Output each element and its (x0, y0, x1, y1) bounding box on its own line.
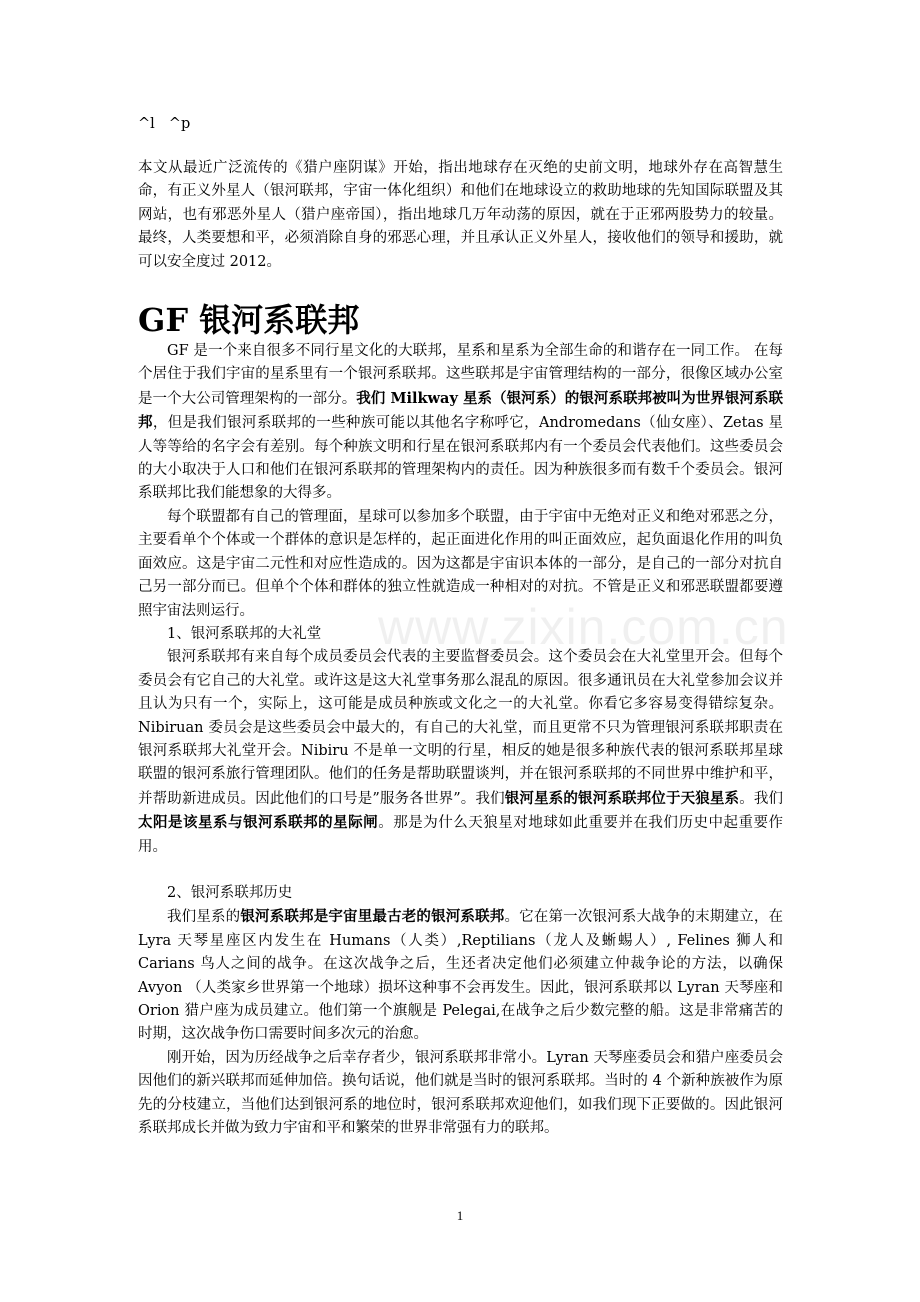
abstract-paragraph: 本文从最近广泛流传的《猎户座阴谋》开始，指出地球存在灭绝的史前文明，地球外存在高智慧生命，有正义外星人（银河联邦，宇宙一体化组织）和他们在地球设立的救助地球的先知国际联盟及其网站，也有邪恶外星人（猎户座帝国），指出地球几万年动荡的原因，就在于正邪两股势力的较量。最终，人类要想和平，必须消除自身的邪恶心理，并且承认正义外星人，接收他们的领导和援助，就可以安全度过 2012。 (138, 160, 783, 270)
bold-phrase: 银河星系的银河系联邦位于天狼星系 (504, 789, 740, 807)
paragraph-2: 每个联盟都有自己的管理面，星球可以参加多个联盟，由于宇宙中无绝对正义和绝对邪恶之分，主要看单个个体或一个群体的意识是怎样的，起正面进化作用的叫正面效应，起负面退化作用的叫负面效应。这是宇宙二元性和对应性造成的。因为这都是宇宙识本体的一部分，是自己的一部分对抗自己另一部分而已。但单个个体和群体的独立性就造成一种相对的对抗。不管是正义和邪恶联盟都要遵照宇宙法则运行。 (138, 508, 783, 619)
marker-l: ^l (138, 116, 155, 132)
section-heading: GF 银河系联邦 (138, 301, 360, 340)
subheading-grand-hall: 1、银河系联邦的大礼堂 (167, 625, 322, 642)
format-marker (138, 113, 783, 137)
watermark: www.zixin.com.cn (378, 599, 789, 655)
page-number: 1 (456, 1208, 464, 1223)
marker-p: ^p (168, 116, 191, 132)
bold-phrase: 银河系联邦是宇宙里最古老的银河系联邦 (240, 908, 505, 926)
bold-phrase: 我们 Milkway 星系（银河系）的银河系联邦被叫为世界银河系联邦 (138, 389, 784, 432)
bold-phrase: 太阳是该星系与银河系联邦的星际闸 (138, 814, 379, 832)
paragraph-1: GF 是一个来自很多不同行星文化的大联邦，星系和星系为全部生命的和谐存在一同工作。 在每个居住于我们宇宙的星系里有一个银河系联邦。这些联邦是宇宙管理结构的一部分，很像区域办公室是一个大公司管理架构的一部分。我们 Milkway 星系（银河系）的银河系联邦被叫为世界银河系联邦，但是我们银河系联邦的一些种族可能以其他名字称呼它，Andromedans（仙女座）、Zetas 星人等等给的名字会有差别。每个种族文明和行星在银河系联邦内有一个委员会代表他们。这些委员会的大小取决于人口和他们在银河系联邦的管理架构内的责任。因为种族很多而有数千个委员会。银河系联邦比我们能想象的大得多。 (138, 343, 784, 502)
paragraph-5: 刚开始，因为历经战争之后幸存者少，银河系联邦非常小。Lyran 天琴座委员会和猎户座委员会因他们的新兴联邦而延伸加倍。换句话说，他们就是当时的银河系联邦。当时的 4 个新种族被作为原先的分枝建立，当他们达到银河系的地位时，银河系联邦欢迎他们，如我们现下正要做的。因此银河系联邦成长并做为致力宇宙和平和繁荣的世界非常强有力的联邦。 (138, 1049, 783, 1137)
subheading-history: 2、银河系联邦历史 (167, 884, 293, 901)
blank-line (138, 859, 783, 882)
paragraph-3: 银河系联邦有来自每个成员委员会代表的主要监督委员会。这个委员会在大礼堂里开会。但每个委员会有它自己的大礼堂。或许这是这大礼堂事务那么混乱的原因。很多通讯员在大礼堂参加会议并且认为只有一个，实际上，这可能是成员种族或文化之一的大礼堂。你看它多容易变得错综复杂。Nibiruan 委员会是这些委员会中最大的，有自己的大礼堂，而且更常不只为管理银河系联邦职责在银河系联邦大礼堂开会。Nibiru 不是单一文明的行星，相反的她是很多种族代表的银河系联邦星球联盟的银河系旅行管理团队。他们的任务是帮助联盟谈判，并在银河系联邦的不同世界中维护和平，并帮助新进成员。因此他们的口号是”服务各世界”。我们银河星系的银河系联邦位于天狼星系。我们太阳是该星系与银河系联邦的星际闸。那是为什么天狼星对地球如此重要并在我们历史中起重要作用。 (138, 649, 784, 855)
paragraph-4: 我们星系的银河系联邦是宇宙里最古老的银河系联邦。它在第一次银河系大战争的末期建立，在 Lyra 天琴星座区内发生在 Humans（人类）,Reptilians（龙人及蜥蜴人）, Felines 狮人和 Carians 鸟人之间的战争。在这次战争之后，生还者决定他们必须建立仲裁争论的方法，以确保 Avyon （人类家乡世界第一个地球）损坏这种事不会再发生。因此，银河系联邦以 Lyran 天琴座和 Orion 猎户座为成员建立。他们第一个旗舰是 Pelegai,在战争之后少数完整的船。这是非常痛苦的时期，这次战争伤口需要时间多次元的治愈。 (138, 908, 784, 1043)
